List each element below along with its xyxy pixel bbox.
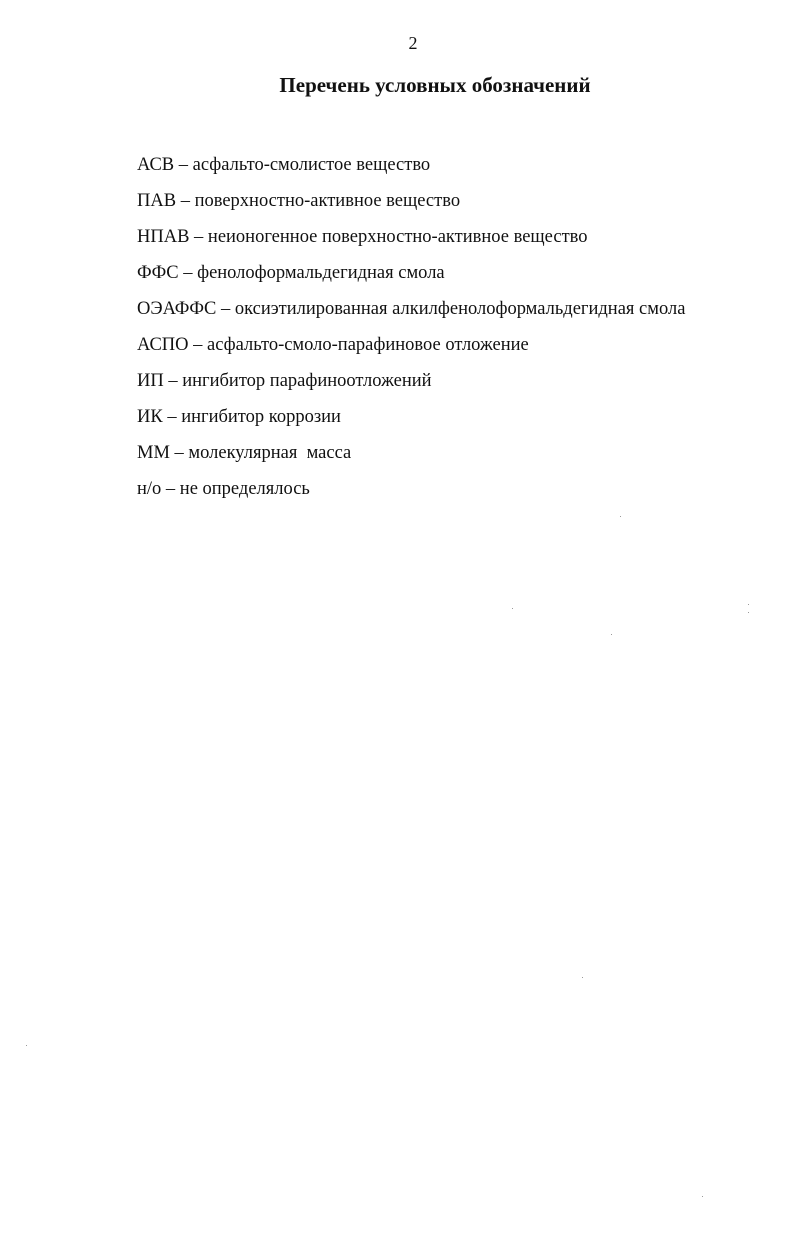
abbreviation-item xyxy=(137,260,685,296)
abbreviation-definition: фенолоформальдегидная смола xyxy=(197,263,445,283)
abbreviation-separator: – xyxy=(162,407,182,427)
abbreviation-term: ИП xyxy=(137,371,164,391)
abbreviation-term: НПАВ xyxy=(137,227,190,247)
abbreviation-definition: ингибитор парафиноотложений xyxy=(182,371,432,391)
scan-speck xyxy=(702,1196,703,1197)
abbreviation-term: ПАВ xyxy=(137,191,177,211)
abbreviation-item xyxy=(137,404,685,440)
scan-speck xyxy=(26,1045,27,1046)
abbreviation-term: ИК xyxy=(137,407,163,427)
page-title: Перечень условных обозначений xyxy=(279,73,591,97)
abbreviation-definition: не определялось xyxy=(179,479,310,499)
abbreviation-definition: ингибитор коррозии xyxy=(181,407,341,427)
abbreviation-item xyxy=(137,296,685,332)
abbreviation-term: н/о xyxy=(137,479,162,499)
abbreviation-item xyxy=(137,152,685,188)
abbreviation-term: АСВ xyxy=(137,155,175,175)
abbreviation-separator: – xyxy=(174,155,193,175)
abbreviation-definition: поверхностно-активное вещество xyxy=(194,191,461,211)
abbreviation-item xyxy=(137,476,685,512)
scan-speck xyxy=(582,977,583,978)
scan-speck xyxy=(748,612,749,613)
abbreviation-list xyxy=(137,152,685,512)
abbreviation-item xyxy=(137,332,685,368)
abbreviation-definition: неионогенное поверхностно-активное вещество xyxy=(207,227,588,247)
abbreviation-separator: – xyxy=(161,479,180,499)
abbreviation-definition: асфальто-смолистое вещество xyxy=(192,155,431,175)
page-number: 2 xyxy=(408,33,418,53)
scan-speck xyxy=(620,516,621,517)
abbreviation-item xyxy=(137,188,685,224)
abbreviation-separator: – xyxy=(188,335,207,355)
abbreviation-separator: – xyxy=(163,371,183,391)
abbreviation-item xyxy=(137,440,685,476)
scan-speck xyxy=(748,604,749,605)
abbreviation-separator: – xyxy=(189,227,208,247)
abbreviation-term: ММ xyxy=(137,443,170,463)
abbreviation-item xyxy=(137,224,685,260)
abbreviation-separator: – xyxy=(176,191,195,211)
abbreviation-definition: молекулярная масса xyxy=(188,443,352,463)
abbreviation-item xyxy=(137,368,685,404)
scan-speck xyxy=(512,608,513,609)
abbreviation-definition: оксиэтилированная алкилфенолоформальдегидная смола xyxy=(234,299,686,319)
scan-speck xyxy=(611,634,612,635)
abbreviation-separator: – xyxy=(178,263,198,283)
abbreviation-separator: – xyxy=(216,299,235,319)
abbreviation-term: ОЭАФФС xyxy=(137,299,217,319)
abbreviation-term: АСПО xyxy=(137,335,189,355)
abbreviation-definition: асфальто-смоло-парафиновое отложение xyxy=(207,335,529,355)
abbreviation-separator: – xyxy=(169,443,189,463)
abbreviation-term: ФФС xyxy=(137,263,179,283)
